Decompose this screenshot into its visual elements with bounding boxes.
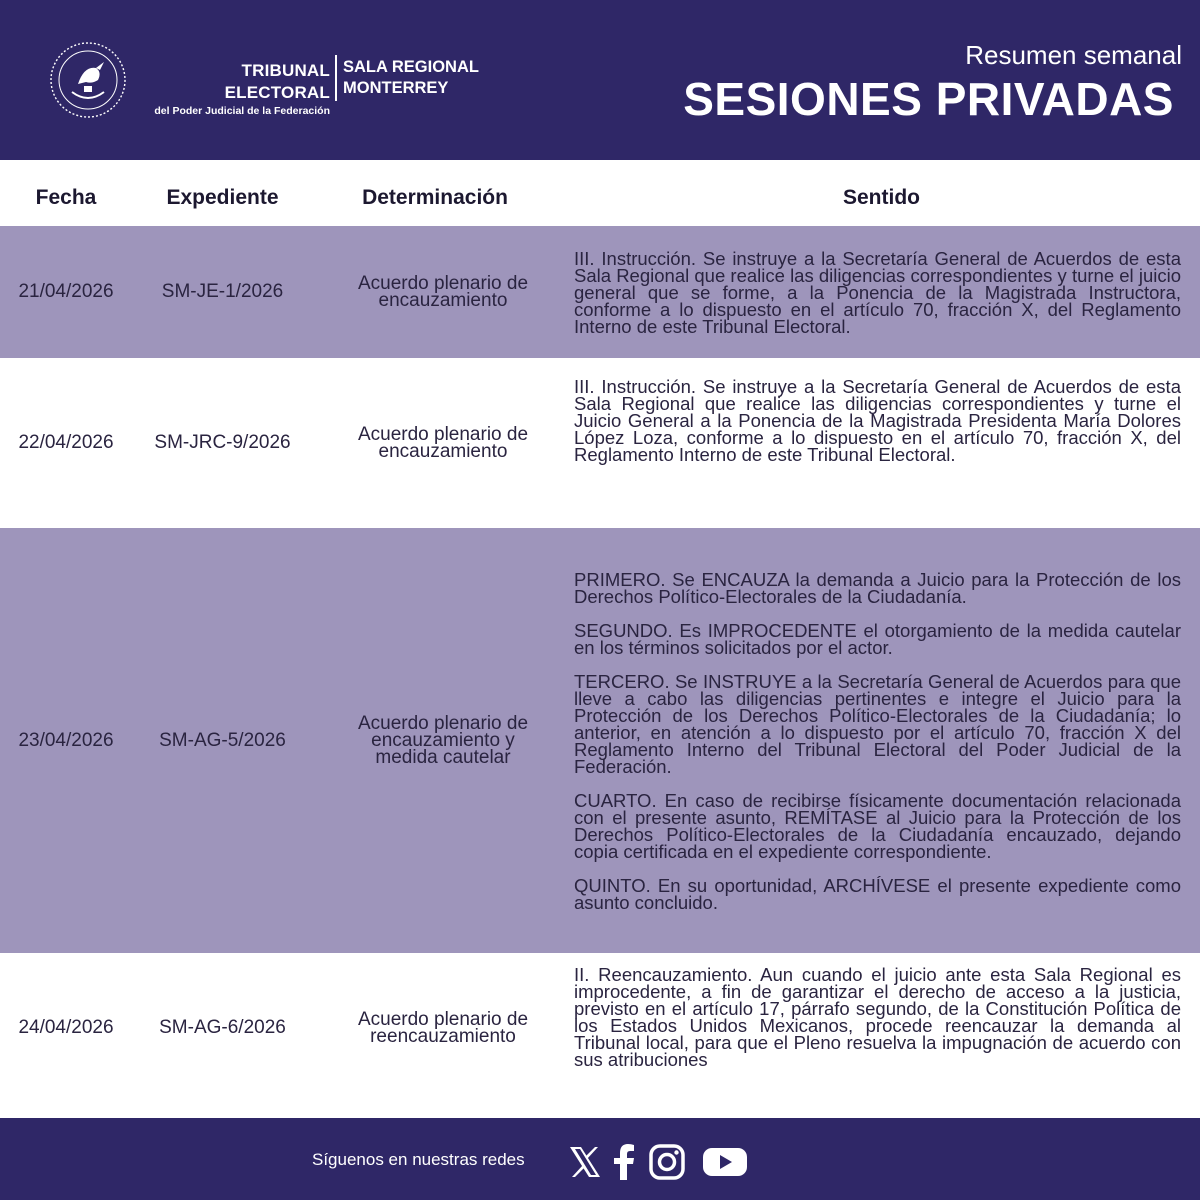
table-row (0, 226, 1200, 358)
cell-fecha: 22/04/2026 (18, 432, 114, 453)
org-name: TRIBUNAL ELECTORAL (224, 61, 330, 102)
sentido-paragraph: III. Instrucción. Se instruye a la Secretaría General de Acuerdos de esta Sala Regional que realice las diligencias correspondientes y turne el juicio general que se forme, a la Ponencia de la Magistrada Instructora, conforme a lo dispuesto en el artículo 70, fracción X, del Reglamento Interno de este Tribunal Electoral. (574, 247, 1181, 337)
sala-line-1: SALA REGIONAL (343, 58, 479, 76)
determinacion-line: encauzamiento (378, 290, 508, 311)
footer-banner (0, 1118, 1200, 1200)
cell-sentido (574, 953, 1181, 1103)
column-header-sentido: Sentido (843, 186, 920, 209)
summary-label: Resumen semanal (965, 40, 1182, 70)
follow-text: Síguenos en nuestras redes (312, 1150, 525, 1169)
cell-expediente: SM-JRC-9/2026 (154, 432, 291, 453)
page-title: SESIONES PRIVADAS (683, 73, 1174, 125)
determinacion-line: reencauzamiento (370, 1026, 516, 1047)
determinacion-line: encauzamiento y (371, 730, 515, 751)
org-subtitle: del Poder Judicial de la Federación (154, 105, 330, 117)
sala-line-2: MONTERREY (343, 79, 449, 97)
cell-determinacion (330, 953, 556, 1103)
instagram-icon[interactable] (647, 1142, 687, 1182)
cell-sentido (574, 226, 1181, 358)
sentido-paragraph: CUARTO. En caso de recibirse físicamente documentación relacionada con el presente asunto, REMÍTASE al Juicio para la Protección de los Derechos Político-Electorales de la Ciudadanía encauzado, dejando copia certificada en el expediente correspondiente. (574, 789, 1181, 862)
table-row (0, 358, 1200, 528)
sentido-paragraph: II. Reencauzamiento. Aun cuando el juicio ante esta Sala Regional es improcedente, a fin de garantizar el derecho de acceso a la justicia, previsto en el artículo 17, párrafo segundo, de la Constitución Política de los Estados Unidos Mexicanos, procede reencauzar la demanda al Tribunal local, para que el Pleno resuelva la impugnación de acuerdo con sus atribuciones (574, 964, 1181, 1070)
brand-divider (335, 55, 337, 101)
determinacion-line: medida cautelar (375, 747, 511, 768)
brand-sala (343, 57, 479, 99)
cell-expediente: SM-JE-1/2026 (161, 281, 284, 302)
determinacion-line: Acuerdo plenario de (357, 1009, 529, 1030)
header-banner (0, 0, 1200, 160)
sentido-paragraph: PRIMERO. Se ENCAUZA la demanda a Juicio para la Protección de los Derechos Político-Electorales de la Ciudadanía. (574, 568, 1181, 607)
sentido-paragraph: SEGUNDO. Es IMPROCEDENTE el otorgamiento de la medida cautelar en los términos solicitados por el actor. (574, 619, 1181, 658)
determinacion-line: encauzamiento (378, 441, 508, 462)
table-row (0, 528, 1200, 953)
sentido-paragraph: III. Instrucción. Se instruye a la Secretaría General de Acuerdos de esta Sala Regional que realice las diligencias correspondientes y turne el Juicio General a la Ponencia de la Magistrada Presidenta María Dolores López Loza, conforme a lo dispuesto en el artículo 70, fracción X, del Reglamento Interno de este Tribunal Electoral. (574, 376, 1181, 465)
cell-sentido (574, 358, 1181, 528)
cell-determinacion (330, 226, 556, 358)
cell-expediente: SM-AG-5/2026 (159, 729, 286, 751)
cell-fecha: 24/04/2026 (18, 1017, 114, 1038)
youtube-icon[interactable] (701, 1142, 749, 1182)
cell-expediente: SM-AG-6/2026 (159, 1017, 286, 1038)
determinacion-line: Acuerdo plenario de (357, 424, 529, 445)
brand-tribunal (134, 60, 330, 118)
table-row (0, 953, 1200, 1103)
determinacion-line: Acuerdo plenario de (357, 713, 529, 734)
cell-determinacion (330, 358, 556, 528)
column-header-fecha: Fecha (35, 186, 97, 209)
x-icon[interactable] (565, 1142, 605, 1182)
sentido-paragraph: QUINTO. En su oportunidad, ARCHÍVESE el presente expediente como asunto concluido. (574, 874, 1181, 913)
determinacion-line: Acuerdo plenario de (357, 273, 529, 294)
national-emblem-icon (48, 40, 128, 120)
cell-fecha: 23/04/2026 (18, 729, 114, 751)
facebook-icon[interactable] (605, 1142, 645, 1182)
cell-determinacion (330, 528, 556, 953)
cell-fecha: 21/04/2026 (18, 281, 114, 302)
sentido-paragraph: TERCERO. Se INSTRUYE a la Secretaría General de Acuerdos para que lleve a cabo las diligencias pertinentes e integre el Juicio para la Protección de los Derechos Político-Electorales de la Ciudadanía; lo anterior, en atención a lo dispuesto por el artículo 70, fracción X del Reglamento Interno del Tribunal Electoral del Poder Judicial de la Federación. (574, 670, 1181, 777)
cell-sentido (574, 528, 1181, 953)
column-header-expediente: Expediente (166, 186, 279, 209)
column-header-determinacion: Determinación (362, 186, 508, 209)
